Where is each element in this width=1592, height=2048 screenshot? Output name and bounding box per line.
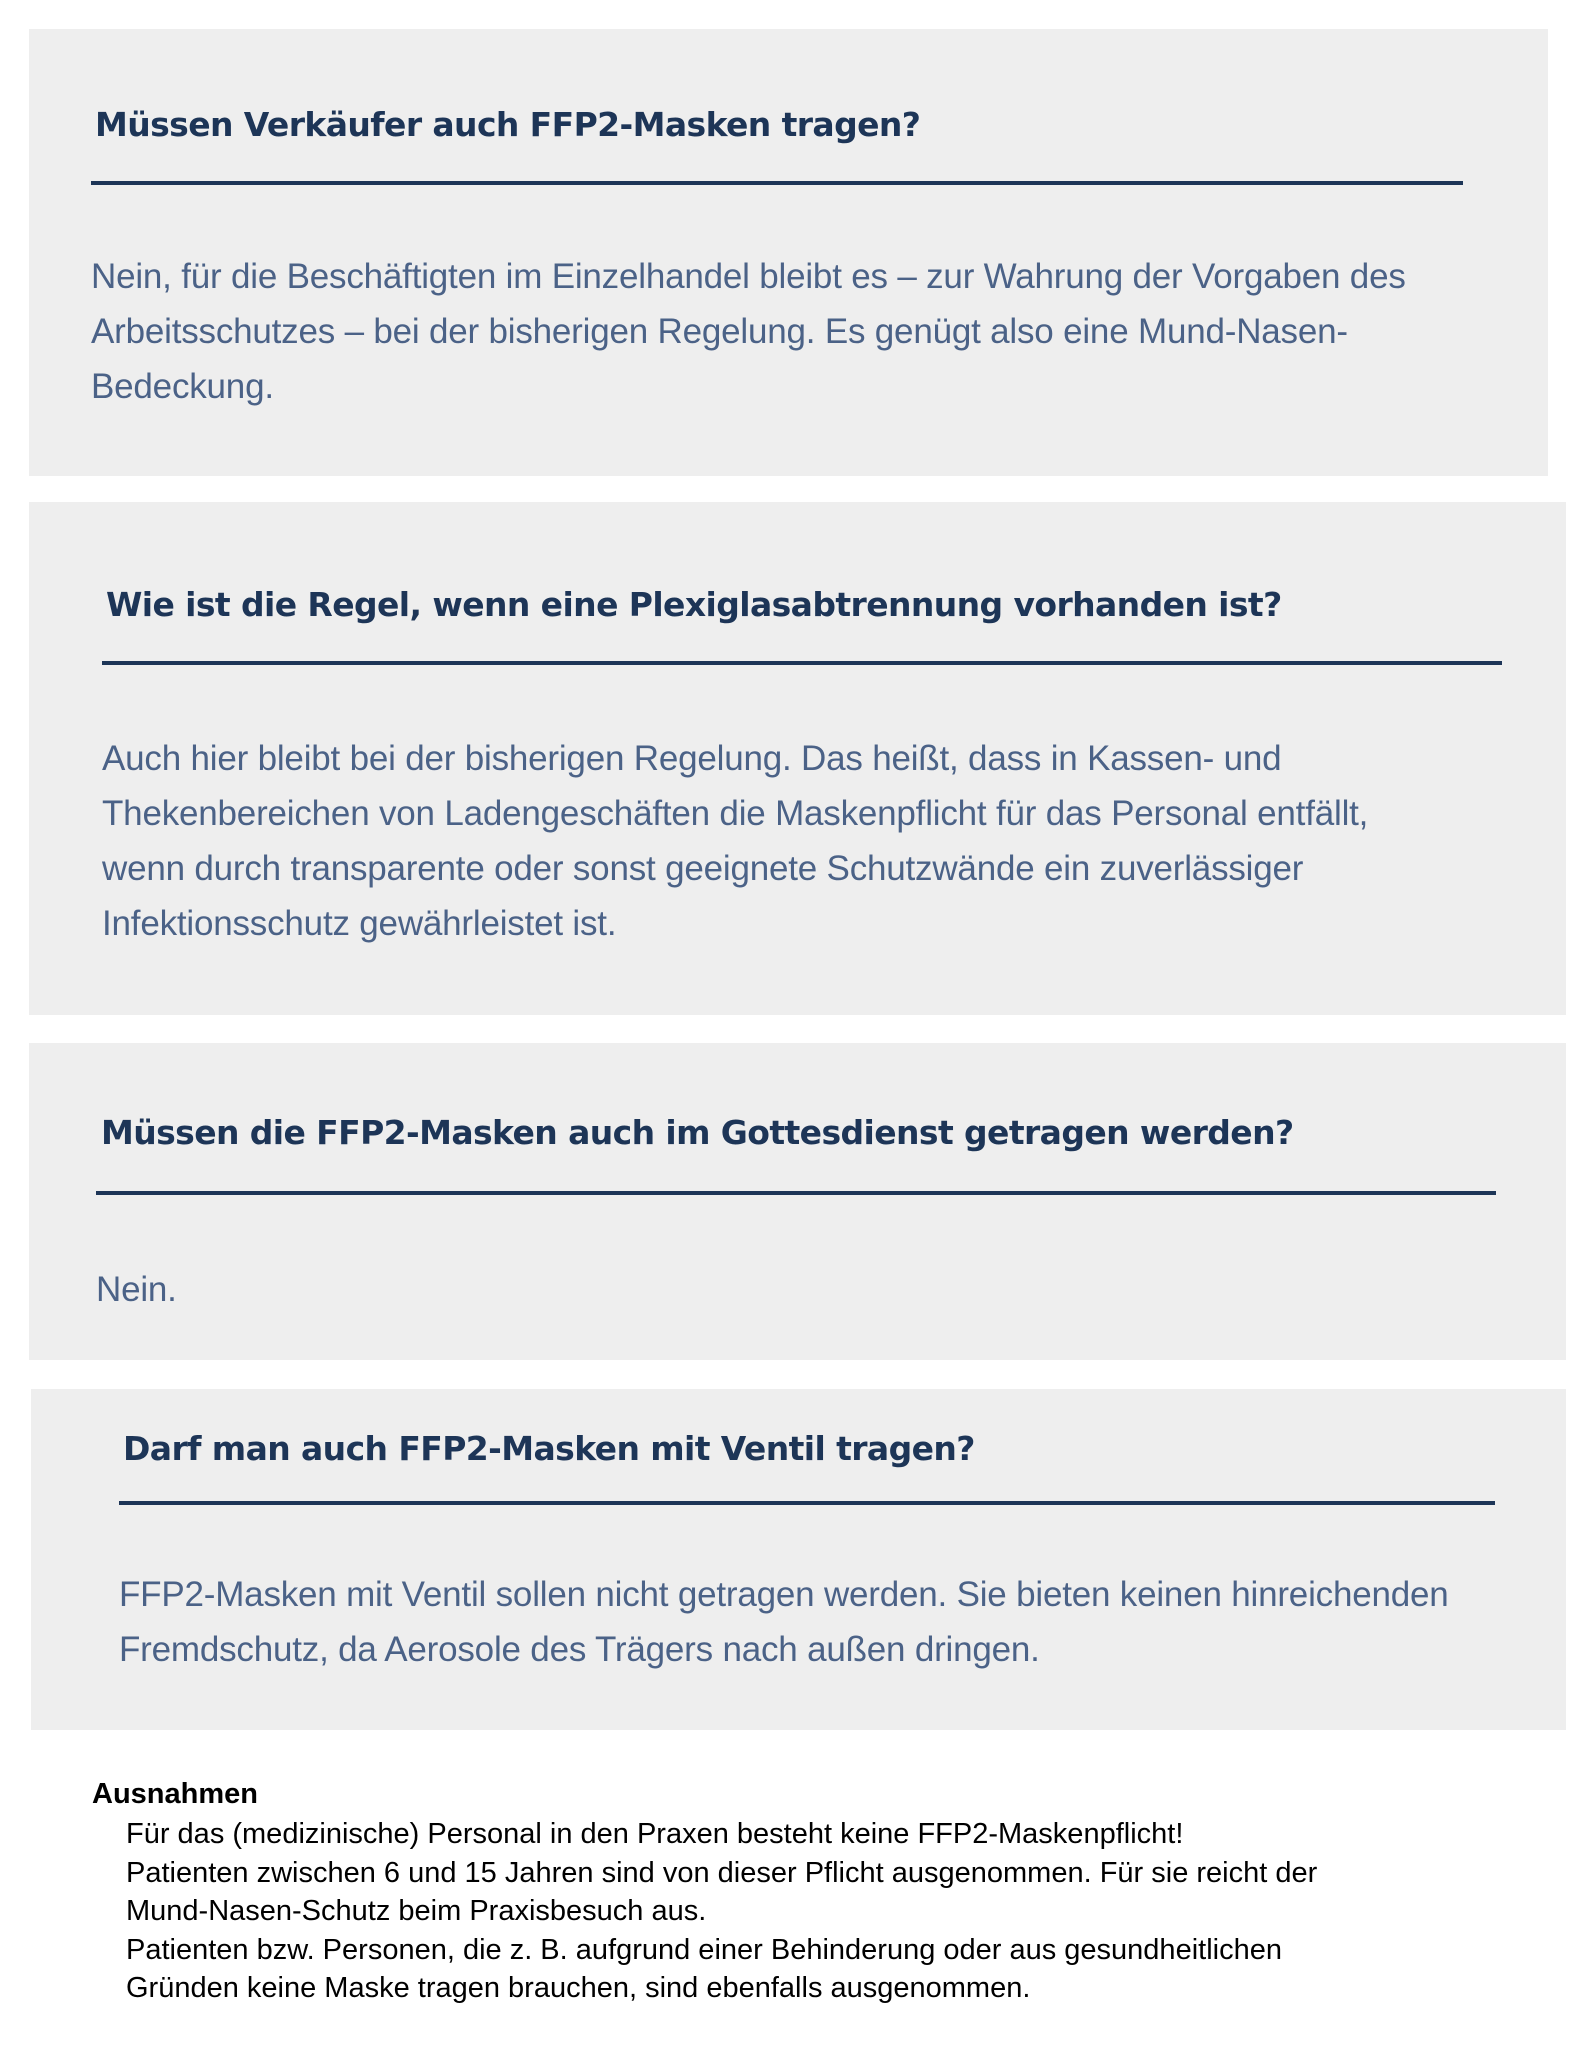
faq-answer-line: Infektionsschutz gewährleistet ist. [102,904,617,943]
faq-answer-line: Nein. [96,1270,177,1309]
faq-card-plexiglas [29,502,1566,1015]
faq-question: Müssen Verkäufer auch FFP2-Masken tragen? [95,105,921,144]
exceptions-item [126,1854,1317,1931]
exceptions-item-line: Gründen keine Maske tragen brauchen, sind ebenfalls ausgenommen. [126,1972,1031,2004]
faq-answer [102,731,1368,951]
exceptions-item-line: Patienten bzw. Personen, die z. B. aufgrund einer Behinderung oder aus gesundheitlichen [126,1933,1282,1966]
faq-answer [119,1567,1449,1677]
faq-divider [96,1191,1496,1195]
faq-answer [96,1262,177,1317]
exceptions-item-line: Patienten zwischen 6 und 15 Jahren sind von dieser Pflicht ausgenommen. Für sie reicht der [126,1856,1318,1889]
faq-divider [91,181,1463,185]
exceptions-title: Ausnahmen [92,1778,258,1810]
faq-question: Wie ist die Regel, wenn eine Plexiglasabtrennung vorhanden ist? [106,585,1282,624]
exceptions-list [126,1815,1317,2008]
exceptions-item-line: Mund-Nasen-Schutz beim Praxisbesuch aus. [126,1895,707,1927]
faq-question: Darf man auch FFP2-Masken mit Ventil tragen? [123,1429,975,1468]
faq-answer [91,249,1406,414]
faq-card-ventil [31,1389,1566,1730]
faq-divider [119,1501,1495,1505]
faq-answer-line: Arbeitsschutzes – bei der bisherigen Regelung. Es genügt also eine Mund-Nasen- [91,312,1348,351]
exceptions-item [126,1931,1317,2008]
faq-answer-line: Auch hier bleibt bei der bisherigen Regelung. Das heißt, dass in Kassen- und [102,739,1282,778]
exceptions-item-line: Für das (medizinische) Personal in den Praxen besteht keine FFP2-Maskenpflicht! [126,1818,1184,1850]
faq-divider [102,661,1502,665]
faq-question: Müssen die FFP2-Masken auch im Gottesdienst getragen werden? [101,1113,1294,1152]
faq-answer-line: Fremdschutz, da Aerosole des Trägers nach außen dringen. [119,1630,1040,1669]
faq-answer-line: wenn durch transparente oder sonst geeignete Schutzwände ein zuverlässiger [102,849,1304,888]
faq-answer-line: Nein, für die Beschäftigten im Einzelhandel bleibt es – zur Wahrung der Vorgaben des [91,257,1406,296]
faq-answer-line: FFP2-Masken mit Ventil sollen nicht getragen werden. Sie bieten keinen hinreichenden [119,1575,1449,1614]
faq-answer-line: Bedeckung. [91,367,274,406]
faq-card-gottesdienst [29,1043,1566,1360]
faq-answer-line: Thekenbereichen von Ladengeschäften die Maskenpflicht für das Personal entfällt, [102,794,1369,833]
faq-card-verkaeufer [29,29,1548,476]
exceptions-item [126,1815,1317,1854]
